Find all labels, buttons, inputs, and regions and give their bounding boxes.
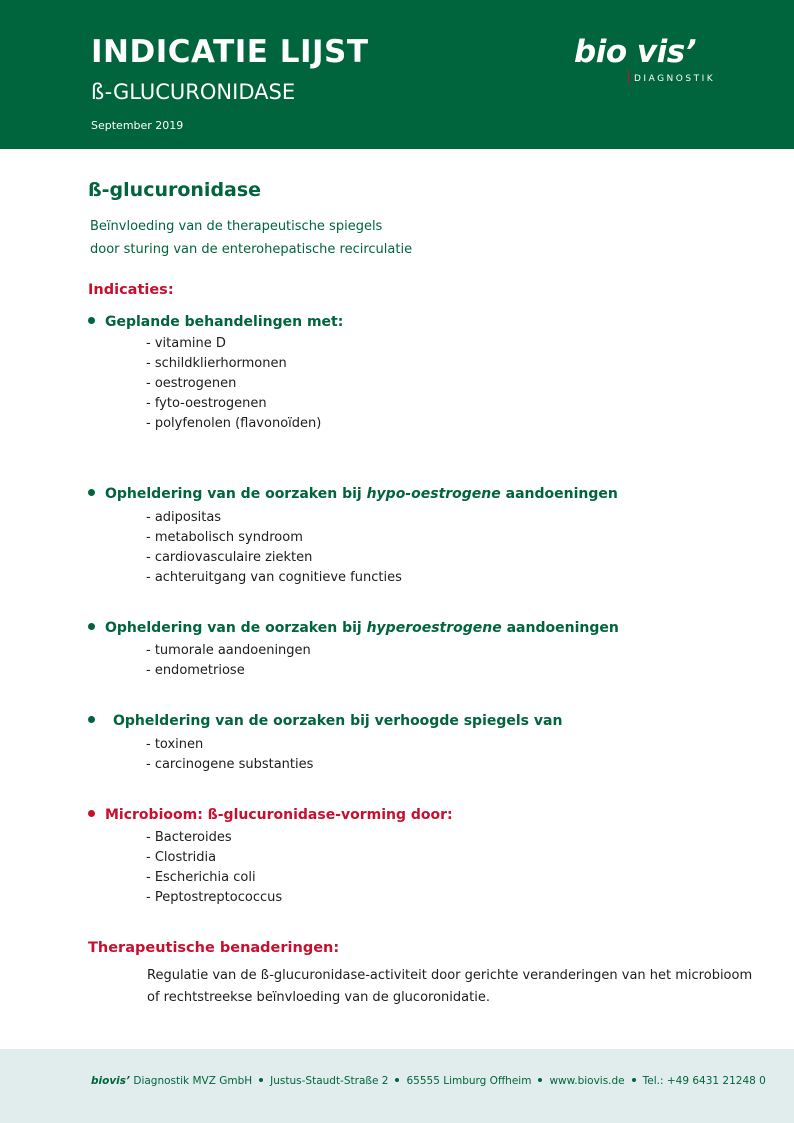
- intro-line-2: door sturing van de enterohepatische recirculatie: [90, 242, 413, 257]
- list-item: - Peptostreptococcus: [146, 890, 283, 905]
- list-item: - schildklierhormonen: [146, 356, 287, 371]
- bullet-icon: [88, 810, 95, 817]
- footer-contact-line: [91, 1075, 766, 1087]
- list-item: - toxinen: [146, 737, 204, 752]
- bullet-hypo-oestrogen: [88, 486, 618, 502]
- page-title: INDICATIE LIJST: [91, 34, 369, 70]
- separator-dot-icon: [395, 1078, 399, 1082]
- hyperoestrogen-list: [146, 641, 311, 681]
- bullet-heading-part: Opheldering van de oorzaken bij: [105, 486, 367, 502]
- bullet-icon: [88, 489, 95, 496]
- list-item: - tumorale aandoeningen: [146, 643, 311, 658]
- document-date: September 2019: [91, 119, 184, 132]
- footer-company: Diagnostik MVZ GmbH: [130, 1075, 253, 1087]
- bullet-heading: Microbioom: ß-glucuronidase-vorming door:: [105, 807, 453, 823]
- document-heading: ß-glucuronidase: [88, 179, 262, 201]
- therapy-heading: Therapeutische benaderingen:: [88, 940, 340, 956]
- list-item: - cardiovasculaire ziekten: [146, 550, 313, 565]
- footer-website: www.biovis.de: [549, 1075, 625, 1087]
- logo-subtitle: DIAGNOSTIK: [634, 74, 716, 84]
- footer-brand: biovis’: [91, 1075, 131, 1087]
- therapy-text: Regulatie van de ß-glucuronidase-activiteit door gerichte veranderingen van het microbioom of rechtstreekse beïnvloeding van de glucoronidatie.: [147, 968, 753, 1005]
- list-item: - Bacteroides: [146, 830, 232, 845]
- bullet-microbiome: [88, 807, 453, 823]
- bullet-icon: [88, 317, 95, 324]
- hypo-oestrogen-list: [146, 508, 402, 588]
- elevated-levels-list: [146, 735, 313, 775]
- list-item: - oestrogenen: [146, 376, 237, 391]
- document-body: [0, 149, 794, 1049]
- footer: [0, 1049, 794, 1123]
- bullet-icon: [88, 623, 95, 630]
- list-item: - metabolisch syndroom: [146, 530, 303, 545]
- footer-phone: Tel.: +49 6431 21248 0: [642, 1075, 766, 1087]
- separator-dot-icon: [632, 1078, 636, 1082]
- bullet-heading-emphasis: hypo-oestrogene: [366, 486, 501, 502]
- biovis-logo: [574, 34, 734, 94]
- indicaties-heading: Indicaties:: [88, 282, 174, 298]
- list-item: - Escherichia coli: [146, 870, 256, 885]
- bullet-heading-part: aandoeningen: [500, 486, 618, 502]
- list-item: - vitamine D: [146, 336, 226, 351]
- bullet-heading-part: aandoeningen: [501, 620, 619, 636]
- intro-line-1: Beïnvloeding van de therapeutische spiegels: [90, 219, 383, 234]
- logo-divider: [628, 70, 629, 84]
- list-item: - carcinogene substanties: [146, 757, 314, 772]
- bullet-planned-treatments: [88, 314, 343, 330]
- separator-dot-icon: [538, 1078, 542, 1082]
- separator-dot-icon: [259, 1078, 263, 1082]
- bullet-hyperoestrogen: [88, 620, 619, 636]
- footer-city: 65555 Limburg Offheim: [406, 1075, 532, 1087]
- microbiome-list: [146, 828, 282, 908]
- logo-wordmark: bio vis’: [574, 34, 696, 70]
- bullet-icon: [88, 716, 95, 723]
- page-subtitle: ß-GLUCURONIDASE: [91, 80, 296, 104]
- bullet-elevated-levels: [88, 713, 562, 729]
- bullet-heading-part: Opheldering van de oorzaken bij: [105, 620, 367, 636]
- bullet-heading: Opheldering van de oorzaken bij verhoogde spiegels van: [113, 713, 563, 729]
- list-item: - fyto-oestrogenen: [146, 396, 267, 411]
- bullet-heading: Geplande behandelingen met:: [105, 314, 344, 330]
- footer-street: Justus-Staudt-Straße 2: [270, 1075, 389, 1087]
- planned-treatments-list: [146, 334, 321, 434]
- list-item: - achteruitgang van cognitieve functies: [146, 570, 402, 585]
- bullet-heading-emphasis: hyperoestrogene: [366, 620, 502, 636]
- list-item: - adipositas: [146, 510, 222, 525]
- list-item: - endometriose: [146, 663, 245, 678]
- list-item: - Clostridia: [146, 850, 217, 865]
- list-item: - polyfenolen (flavonoïden): [146, 416, 322, 431]
- header-banner: [0, 0, 794, 149]
